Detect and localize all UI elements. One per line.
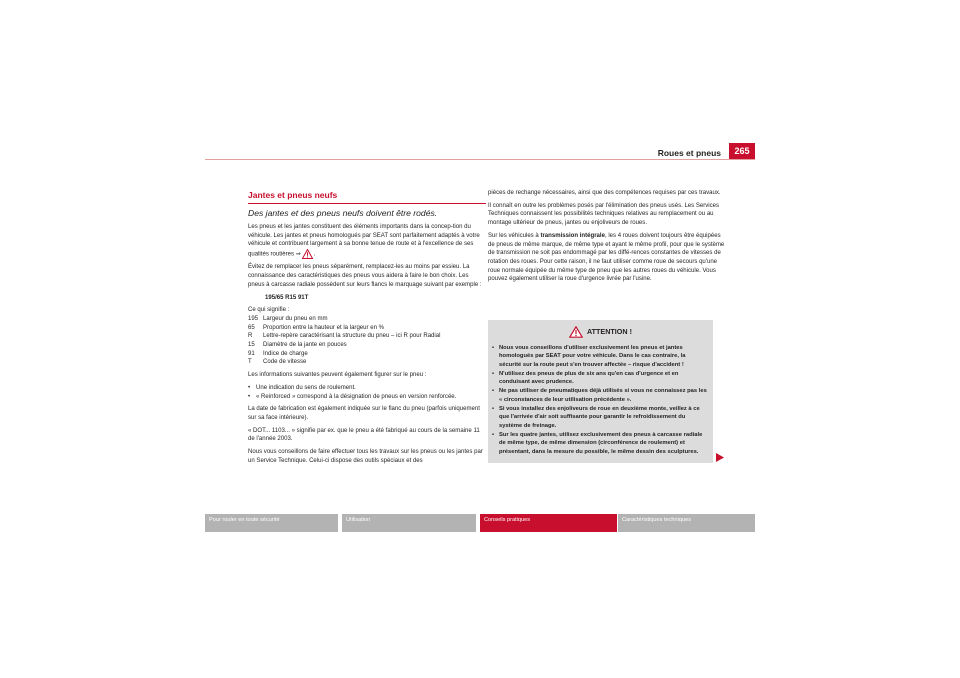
tire-legend [248,315,486,367]
left-column [248,190,486,469]
warning-item: • Sur les quatre jantes, utilisez exclusivement des pneus à carcasse radiale de même type, de même dimension (circonférence de roulement) et présentant, dans la mesure du possible, le même dessin des sculptures. [492,431,703,455]
footer-tab-practical-tips[interactable]: Conseils pratiques [480,514,617,532]
bullet-item: • « Reinforced » correspond à la désignation de pneus en version renforcée. [248,393,457,400]
section-title-rule [248,203,486,204]
tire-spec-example: 195/65 R15 91T [265,294,309,301]
legend-row: 15 Diamètre de la jante en pouces [248,342,347,349]
legend-row: 65 Proportion entre la hauteur et la largeur en % [248,324,385,331]
warning-item: • Ne pas utiliser de pneumatiques déjà utilisés si vous ne connaissez pas les « circonstances de leur utilisation précédente ». [492,388,707,403]
warning-title: ATTENTION ! [587,327,632,336]
legend-row: 195 Largeur du pneu en mm [248,315,328,322]
warning-item: • Nous vous conseillons d'utiliser exclusivement les pneus et jantes homologués par SEAT pour votre véhicule. Dans le cas contraire, la sécurité sur la route peut s'en trouver affectée – risque d'accident ! [492,345,686,368]
legend-intro: Ce qui signifie : [248,307,290,314]
warning-triangle-icon [302,249,313,259]
warning-item: • Si vous installez des enjoliveurs de roue en deuxième monte, veillez à ce que l'arrivée d'air soit suffisante pour garantir le refroidissement du système de freinage. [492,406,700,429]
paragraph-tire-choice: Évitez de remplacer les pneus séparément, remplacez-les au moins par essieu. La connaissance des caractéristiques des pneus vous aidera à faire le bon choix. Les pneus à carcasse radiale possèdent sur leurs flancs le marquage suivant par exemple : [248,264,482,288]
running-header-title: Roues et pneus [657,148,721,158]
paragraph-manufacture-date: La date de fabrication est également indiquée sur le flanc du pneu (parfois uniquement sur sa face intérieure). [248,406,480,421]
paragraph-service-advice: Nous vous conseillons de faire effectuer tous les travaux sur les pneus ou les jantes par un Service Technique. Celui-ci dispose des outils spéciaux et des [248,449,483,464]
section-title: Jantes et pneus neufs [248,190,338,200]
footer-tab-safety[interactable]: Pour rouler en toute sécurité [205,514,338,532]
legend-row: 91 Indice de charge [248,350,308,357]
page-number: 265 [729,143,755,160]
section-subtitle: Des jantes et des pneus neufs doivent être rodés. [248,208,438,218]
bullet-item: • Une indication du sens de roulement. [248,384,356,391]
right-column [488,189,726,288]
continue-arrow-icon [716,453,724,462]
legend-row: R Lettre-repère caractérisant la structure du pneu – ici R pour Radial [248,333,441,340]
paragraph-awd: Sur les véhicules à transmission intégrale, les 4 roues doivent toujours être équipées de pneus de même marque, de même type et ayant le même profil, pour que le système de transmission ne soit pas endommagé par les diffé-rences constantes de vitesses de rotation des roues. Pour cette raison, il ne faut utiliser comme roue de secours qu'une roue normale équipée du même type de pneu que les autres roues du véhicule. Vous pouvez également utiliser la roue d'urgence livrée par l'usine. [488,232,725,283]
paragraph-continued: pièces de rechange nécessaires, ainsi que des compétences requises par ces travaux. [488,190,721,196]
warning-triangle-icon [569,326,583,338]
paragraph-disposal: Il connaît en outre les problèmes posés par l'élimination des pneus usés. Les Services Techniques connaissent les possibilités techniques relatives au remplacement ou au montage ultérieur de pneus, jantes ou enjoliveurs de roues. [488,202,720,227]
paragraph-dot-code: « DOT... 1103... » signifie par ex. que le pneu a été fabriqué au cours de la semaine 11 de l'année 2003. [248,427,480,443]
paragraph-intro: Les pneus et les jantes constituent des éléments importants dans la concep-tion du véhicule. Les jantes et pneus homologués par SEAT sont parfaitement adaptés à votre véhicule et contribuent largement à sa bonne tenue de route et à l'excellence de ses qualités routières ⇒ . [248,224,480,258]
legend-row: T Code de vitesse [248,359,307,366]
footer-tab-operation[interactable]: Utilisation [342,514,476,532]
warning-body [488,344,713,456]
warning-box [488,320,713,463]
paragraph-extra-info: Les informations suivantes peuvent également figurer sur le pneu : [248,372,427,379]
header-divider [205,159,755,160]
footer-tab-technical-specs[interactable]: Caractéristiques techniques [618,514,755,532]
warning-header [488,320,713,344]
warning-item: • N'utilisez des pneus de plus de six ans qu'en cas d'urgence et en conduisant avec prudence. [492,370,679,386]
